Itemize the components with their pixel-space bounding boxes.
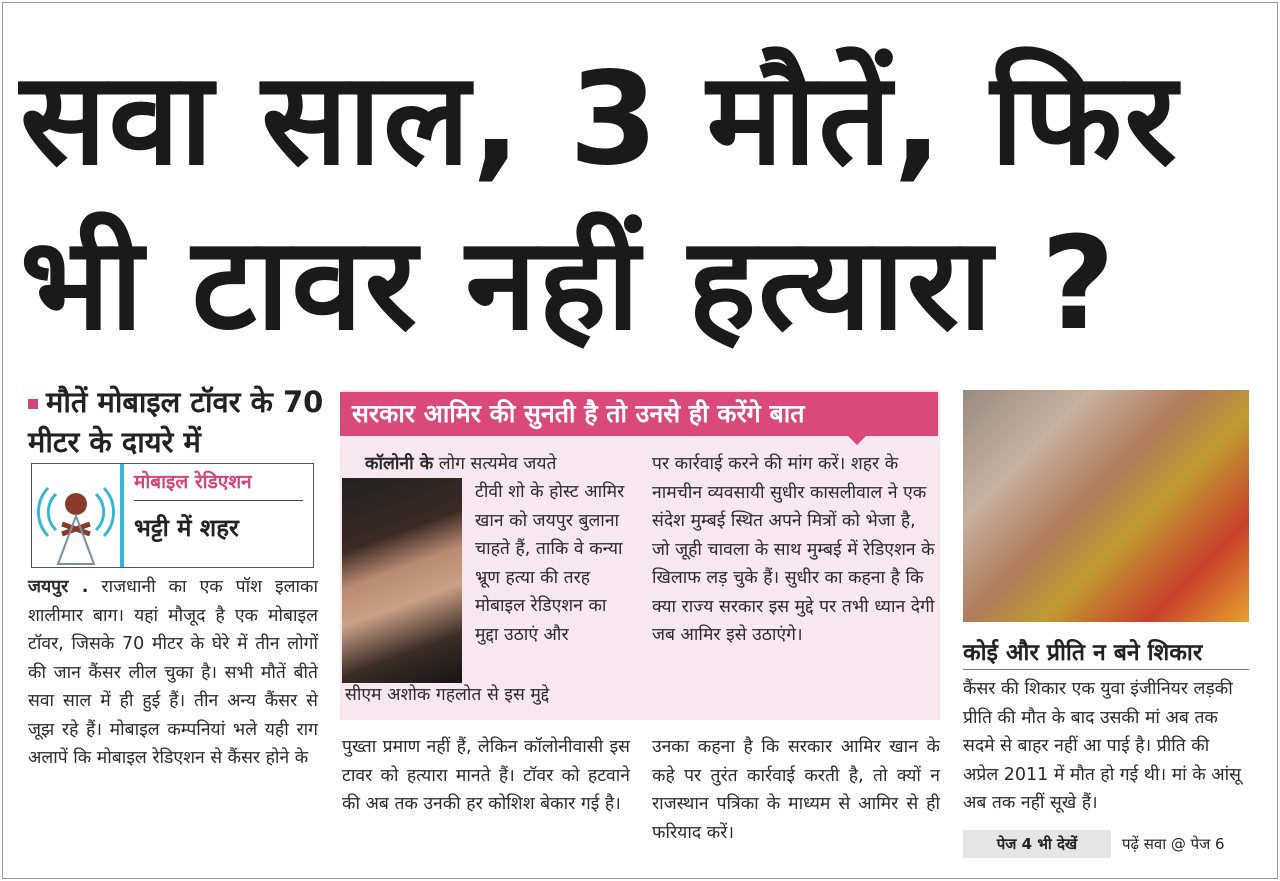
band-notch bbox=[848, 436, 866, 445]
dateline: जयपुर . bbox=[28, 577, 89, 597]
sidebar-col1-first bbox=[365, 450, 620, 479]
sidebar-col1-last: सीएम अशोक गहलोत से इस मुद्दे bbox=[345, 685, 550, 705]
right-body: कैंसर की शिकार एक युवा इंजीनियर लड़की प्रीति की मौत के बाद उसकी मां अब तक सदमे से बाहर नहीं आ पाई है। प्रीति की अप्रेल 2011 में मौत हो गई थी। मां के आंसू अब तक नहीं सूखे हैं। bbox=[963, 679, 1242, 813]
headline-line-2: भी टावर नहीं हत्यारा ? bbox=[20, 210, 1117, 359]
grieving-mother-photo bbox=[963, 390, 1249, 622]
aamir-khan-photo bbox=[342, 478, 462, 683]
middle-bottom-col2: उनका कहना है कि सरकार आमिर खान के कहे पर तुरंत कार्रवाई करती है, तो क्यों न राजस्थान पत्रिका के माध्यम से आमिर से ही फरियाद करें। bbox=[652, 737, 940, 843]
rubric-box bbox=[31, 463, 314, 568]
sidebar-col2: पर कार्रवाई करने की मांग करें। शहर के नामचीन व्यवसायी सुधीर कासलीवाल ने एक संदेश मुम्बई स्थित अपने मित्रों को भेजा है, जो जूही चावला के साथ मुम्बई में रेडिएशन के खिलाफ लड़ चुके हैं। सुधीर का कहना है कि क्या राज्य सरकार इस मुद्दे पर तभी ध्यान देगी जब आमिर इसे उठाएंगे। bbox=[652, 454, 935, 645]
sidebar-col1-first-text: लोग सत्यमेव जयते bbox=[438, 454, 557, 474]
headline-line-1: सवा साल, 3 मौतें, फिर bbox=[20, 45, 1179, 194]
left-body-text: राजधानी का एक पॉश इलाका शालीमार बाग। यहां मौजूद है एक मोबाइल टॉवर, जिसके 70 मीटर के घेरे में तीन लोगों की जान कैंसर लील चुका है। सभी मौतें बीते सवा साल में ही हुई हैं। तीन अन्य कैंसर से जूझ रहे हैं। मोबाइल कम्पनियां भले यही राग अलापें कि मोबाइल रेडिएशन से कैंसर होने के bbox=[28, 577, 318, 768]
middle-bottom-col1: पुख्ता प्रमाण नहीं हैं, लेकिन कॉलोनीवासी इस टावर को हत्यारा मानते हैं। टॉवर को हटवाने की अब तक उनकी हर कोशिश बेकार गई है। bbox=[342, 737, 630, 814]
rubric-bottom: भट्टी में शहर bbox=[134, 514, 239, 542]
left-subhead-text: मौतें मोबाइल टॉवर के 70 मीटर के दायरे में bbox=[28, 385, 324, 459]
sidebar-lead: कॉलोनी के bbox=[365, 454, 434, 474]
read-more-page-6: पढ़ें सवा @ पेज 6 bbox=[1122, 835, 1225, 853]
sidebar-title: सरकार आमिर की सुनती है तो उनसे ही करेंगे बात bbox=[340, 392, 938, 436]
left-body bbox=[28, 573, 318, 773]
bullet-square-icon bbox=[28, 399, 38, 409]
radiation-tower-skull-icon bbox=[32, 464, 124, 567]
sidebar-col1-wrap: टीवी शो के होस्ट आमिर खान को जयपुर बुलाना चाहते हैं, ताकि वे कन्या भ्रूण हत्या की तरह मोबाइल रेडिएशन का मुद्दा उठाएं और bbox=[475, 482, 625, 645]
left-subhead bbox=[28, 382, 328, 462]
rubric-top: मोबाइल रेडिएशन bbox=[134, 468, 303, 501]
right-heading: कोई और प्रीति न बने शिकार bbox=[963, 635, 1249, 670]
see-page-4: पेज 4 भी देखें bbox=[963, 830, 1111, 858]
